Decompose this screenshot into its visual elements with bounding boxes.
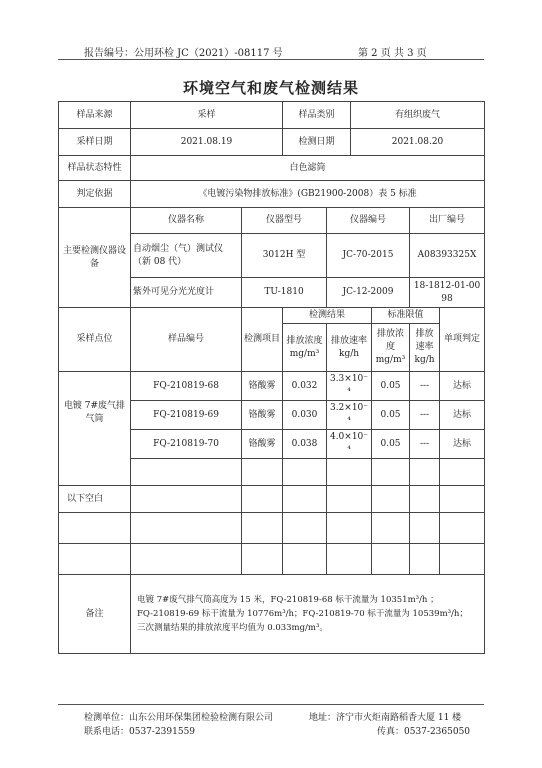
equipment-header-serial: 出厂编号 — [410, 208, 485, 234]
remarks-label: 备注 — [59, 575, 131, 654]
equipment-name: 自动烟尘（气）测试仪（新 08 代） — [131, 234, 242, 278]
empty-cell — [283, 459, 327, 486]
limit-conc-value: 0.05 — [372, 372, 410, 401]
limit-conc-header — [372, 324, 410, 372]
limit-conc-header-label: 排放浓度 — [377, 329, 405, 352]
empty-cell — [372, 513, 410, 544]
empty-cell — [327, 513, 372, 544]
limit-header: 标准限值 — [372, 308, 440, 324]
test-date-label: 检测日期 — [283, 129, 351, 156]
remarks-text — [131, 575, 485, 654]
sample-source-label: 样品来源 — [59, 102, 131, 129]
empty-cell — [283, 544, 327, 575]
limit-rate-value: --- — [410, 401, 440, 430]
rate-value: 3.3×10⁻⁴ — [327, 372, 372, 401]
sample-no: FQ-210819-70 — [131, 430, 242, 459]
empty-cell — [440, 513, 485, 544]
empty-cell — [327, 459, 372, 486]
empty-cell — [410, 513, 440, 544]
empty-cell — [440, 459, 485, 486]
judge-value: 达标 — [440, 430, 485, 459]
empty-cell — [242, 513, 283, 544]
point-header: 采样点位 — [59, 308, 131, 372]
report-number: 报告编号：公用环检 JC（2021）-08117 号 — [84, 48, 283, 59]
equipment-header-model: 仪器型号 — [242, 208, 327, 234]
equipment-name: 紫外可见分光光度计 — [131, 278, 242, 308]
empty-cell — [410, 486, 440, 513]
page-indicator: 第 2 页 共 3 页 — [358, 48, 427, 59]
limit-conc-value: 0.05 — [372, 401, 410, 430]
remarks-line: 三次测量结果的排放浓度平均值为 0.033mg/m³。 — [137, 623, 328, 633]
remarks-line: FQ-210819-69 标干流量为 10776m³/h；FQ-210819-70 标干流量为 10539m³/h； — [137, 609, 468, 619]
test-date-value: 2021.08.20 — [351, 129, 485, 156]
empty-cell — [440, 544, 485, 575]
equipment-number: JC-12-2009 — [327, 278, 410, 308]
test-item: 铬酸雾 — [242, 401, 283, 430]
empty-cell — [131, 513, 242, 544]
footer-address: 地址：济宁市火炬南路稻香大厦 11 楼 — [309, 713, 462, 723]
empty-cell — [372, 486, 410, 513]
limit-conc-header-unit: mg/m³ — [375, 355, 406, 365]
empty-cell — [59, 513, 131, 544]
footer-rule — [58, 704, 484, 705]
sample-state-label: 样品状态特性 — [59, 156, 131, 181]
empty-cell — [372, 459, 410, 486]
sample-category-label: 样品类别 — [283, 102, 351, 129]
judge-header: 单项判定 — [440, 308, 485, 372]
sample-no-header: 样品编号 — [131, 308, 242, 372]
conc-header-unit: mg/m³ — [289, 348, 320, 359]
equipment-label: 主要检测仪器设备 — [59, 208, 131, 308]
empty-cell — [327, 544, 372, 575]
empty-cell — [283, 513, 327, 544]
equipment-number: JC-70-2015 — [327, 234, 410, 278]
sampling-date-label: 采样日期 — [59, 129, 131, 156]
test-item: 铬酸雾 — [242, 372, 283, 401]
sample-state-value: 白色滤筒 — [131, 156, 485, 181]
equipment-header-name: 仪器名称 — [131, 208, 242, 234]
limit-rate-header-unit: kg/h — [414, 355, 435, 365]
page-title: 环境空气和废气检测结果 — [182, 79, 359, 97]
equipment-header-number: 仪器编号 — [327, 208, 410, 234]
header-rule — [58, 59, 484, 60]
footer-unit: 检测单位：山东公用环保集团检验检测有限公司 — [84, 713, 274, 723]
basis-label: 判定依据 — [59, 181, 131, 208]
conc-header-label: 排放浓度 — [286, 335, 323, 346]
empty-cell — [372, 544, 410, 575]
conc-value: 0.038 — [283, 430, 327, 459]
judge-value: 达标 — [440, 401, 485, 430]
conc-value: 0.030 — [283, 401, 327, 430]
test-item: 铬酸雾 — [242, 430, 283, 459]
sampling-point: 电镀 7#废气排气筒 — [59, 372, 131, 486]
empty-cell — [131, 544, 242, 575]
rate-header — [327, 324, 372, 372]
conc-value: 0.032 — [283, 372, 327, 401]
empty-cell — [131, 459, 242, 486]
empty-cell — [131, 486, 242, 513]
empty-cell — [242, 544, 283, 575]
equipment-model: TU-1810 — [242, 278, 327, 308]
sampling-date-value: 2021.08.19 — [131, 129, 283, 156]
empty-cell — [242, 486, 283, 513]
limit-rate-header-label: 排放速率 — [415, 329, 434, 352]
equipment-serial: A08393325X — [410, 234, 485, 278]
rate-header-unit: kg/h — [338, 348, 360, 359]
footer-fax: 传真：0537-2365050 — [377, 727, 471, 737]
judge-value: 达标 — [440, 372, 485, 401]
item-header: 检测项目 — [242, 308, 283, 372]
result-header: 检测结果 — [283, 308, 372, 324]
equipment-model: 3012H 型 — [242, 234, 327, 278]
limit-rate-value: --- — [410, 372, 440, 401]
empty-cell — [327, 486, 372, 513]
limit-conc-value: 0.05 — [372, 430, 410, 459]
sample-source-value: 采样 — [131, 102, 283, 129]
rate-header-label: 排放速率 — [331, 335, 368, 346]
empty-cell — [410, 544, 440, 575]
sample-no: FQ-210819-69 — [131, 401, 242, 430]
empty-cell — [283, 486, 327, 513]
remarks-line: 电镀 7#废气排气筒高度为 15 米，FQ-210819-68 标干流量为 10351m³/h ； — [137, 595, 439, 605]
empty-cell — [59, 544, 131, 575]
footer-phone: 联系电话：0537-2391559 — [84, 727, 196, 737]
results-table — [58, 101, 485, 654]
rate-value: 3.2×10⁻⁴ — [327, 401, 372, 430]
equipment-serial: 18-1812-01-0098 — [410, 278, 485, 308]
empty-cell — [242, 459, 283, 486]
blank-below-label: 以下空白 — [59, 486, 131, 513]
empty-cell — [440, 486, 485, 513]
conc-header — [283, 324, 327, 372]
basis-value: 《电镀污染物排放标准》(GB21900-2008）表 5 标准 — [131, 181, 485, 208]
sample-category-value: 有组织废气 — [351, 102, 485, 129]
rate-value: 4.0×10⁻⁴ — [327, 430, 372, 459]
limit-rate-header — [410, 324, 440, 372]
empty-cell — [410, 459, 440, 486]
limit-rate-value: --- — [410, 430, 440, 459]
sample-no: FQ-210819-68 — [131, 372, 242, 401]
